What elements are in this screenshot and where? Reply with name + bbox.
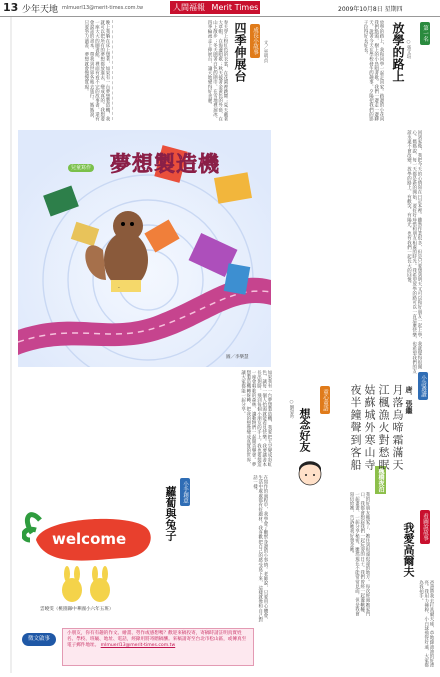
four-seasons-title: 四季伸展台: [233, 22, 247, 82]
golf-story-tag: 看圖說故事: [420, 510, 430, 544]
feature-title: 夢想製造機: [110, 152, 220, 176]
middle-article-body: 在寫作的過程中，我學會了觀察身邊的小事情。老師說，只要用心體會，生活中處處都有好題材。我喜歡把自己的感受寫下來，這樣就像和自己對話一樣。: [252, 475, 268, 623]
notice-tag: 徵文啟事: [22, 633, 56, 646]
school-story-continued: 回到家後，我把今天的心情寫在日記本裡。雖然作業很多，但是只要想到明天又可以和好朋友一起上學，我就覺得很開心。媽媽說，每一天都是新的開始，要好好珍惜和朋友相處的時光。我希望放學的路可以一直這麼快樂，也希望我們的友誼永遠不會改變。放學的路上，有歡笑、有陽光，也有我們一起長大的回憶。: [406, 130, 422, 374]
poem-title: 楓橋夜泊: [377, 468, 384, 492]
feature-illustration: [18, 130, 271, 367]
four-seasons-tag: 成長小故事: [250, 24, 260, 58]
craft-credit: 雲曉雯（桃園縣中華國小六年五班）: [40, 607, 114, 612]
poem-body: [338, 384, 404, 499]
golf-story-body: 爸爸帶我去打高爾夫球，草地綠油油的好漂亮。我用力揮桿，小白球飛得好遠，大家都為我拍手。: [418, 580, 434, 668]
girl-face-icon: [296, 460, 324, 488]
four-seasons-byline: 文／巫明貞: [263, 40, 268, 63]
masthead-english: Merit Times: [211, 3, 259, 12]
feature-label-badge: [68, 154, 94, 173]
craft-banner-text: welcome: [52, 530, 127, 548]
notice-text: 小朋友，你有有趣的作文、繪畫、勞作或感想嗎？歡迎來稿投寄，寄稿時請註明真實姓名、學校、班級、地址、電話，經錄用將寄贈稿酬。來稿請寄至台北市松山區，或傳真至電子郵件地址。: [67, 631, 247, 649]
notice-email[interactable]: mlmuerl13@merit-times.com.tw: [100, 643, 176, 649]
girl-illustration: [296, 460, 324, 492]
carrot-rabbit-craft-image: [22, 478, 158, 616]
school-story-tag: 第一名: [420, 22, 430, 45]
school-story-body: 放學的路上，我和同學一起走回家。路邊的小花向我們點頭，樹上的小鳥唱著歌。我們一邊走一邊聊天，說著今天在學校發生的趣事，夕陽把我們的影子拉得好長好長。: [363, 20, 384, 122]
craft-tag: 小手創意: [180, 478, 190, 506]
page-header: [0, 0, 440, 17]
poem-line: 夜半鐘聲到客船: [349, 384, 362, 472]
left-margin-strip: [0, 17, 12, 673]
left-upper-article: 晚上我躺在床上想著，如果有一台夢想製造機，我就可以把所有的夢想都放進去，變成真的。我想要一座大大的圖書館，裡面有看不完的故事書，還有會說話的書本，帶我到世界各地去旅行。媽媽說，只要努力讀書，夢想就會慢慢實現。: [83, 20, 110, 122]
craft-photo: [22, 478, 158, 616]
site-url: mlmuerl13@merit-times.com.tw: [62, 5, 144, 11]
poem-tag: 小詩選讀: [418, 372, 428, 400]
submission-notice: [62, 628, 254, 666]
friend-story-tag: 童心童語: [320, 386, 330, 414]
poem-line: 姑蘇城外寒山寺: [363, 384, 376, 472]
friend-story-body: 我的好朋友搬家了，她住到很遠很遠的地方。每次經過她家門口，我都會想起我們一起玩耍的日子。我們曾經一起盪鞦韆、一起畫畫、一起分享秘密。雖然現在不能常常見面，但是我會寫信給她，告訴她我好想念她。: [349, 492, 370, 617]
column-divider: [112, 20, 113, 120]
school-story-byline: ○張文瑄: [406, 40, 411, 59]
poem-line: 月落烏啼霜滿天: [391, 384, 404, 472]
illustration-credit: 圖／李樂慧: [226, 355, 249, 360]
four-seasons-body: 春天穿上粉紅色的衣裳，在花園裡跳舞；夏天戴著大草帽，在海邊唱歌；秋天披著金黃色的外套，在山上散步；冬天圍著白色的圍巾，在雪地裡溜冰。四季輪流走上伸展台，讓大地變得好美麗。: [207, 20, 228, 122]
issue-date: 2009年10月8日 星期四: [338, 6, 403, 13]
friend-story-byline: ○劉姿吟: [289, 400, 294, 419]
svg-text:·: ·: [118, 285, 120, 292]
page-number: 13: [3, 1, 19, 14]
golf-story-title: 我愛高爾夫: [402, 522, 415, 577]
feature-label: 兒童寫作: [68, 164, 94, 172]
section-name: 少年天地: [22, 5, 59, 15]
page-fold-decoration: [0, 17, 12, 673]
masthead: [170, 1, 260, 14]
poem-author: 唐．張繼: [405, 386, 413, 414]
craft-title: 蘿蔔與兔子: [164, 486, 177, 541]
masthead-title: 人間福報: [173, 3, 205, 12]
poem-line: 江楓漁火對愁眠: [377, 384, 390, 472]
school-story-title: 放學的路上: [391, 22, 405, 82]
friend-story-title: 想念好友: [298, 408, 311, 452]
feature-article-body: 如果我有一台夢想製造機，我要把天空變成彩虹色，讓每一個人抬頭就能看見快樂。我要讓書本長出翅膀，飛到每個小朋友的手上。我也要製造一座會唱歌的森林，讓動物們一起開音樂會。夢想製造機轉呀轉，把我的想像變成真實的世界，讓大家都能一起分享。: [240, 370, 272, 467]
